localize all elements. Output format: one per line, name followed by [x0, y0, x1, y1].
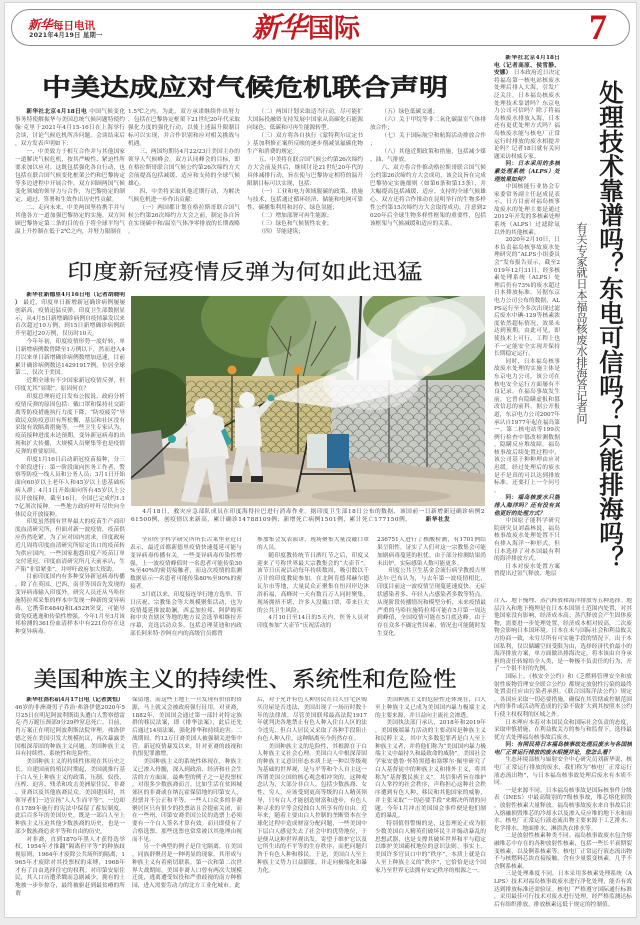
- article-column-3: [257, 697, 367, 916]
- paragraph: [15, 697, 125, 759]
- question-label: 问：: [505, 495, 518, 502]
- worker-hood: [239, 392, 255, 408]
- paragraph-text: 今年年初，印度疫情形势一度好转，单日新增病例数曾降至1万例以下，然而进入4月以来单日新增确诊病例数增加迅速，目前累计确诊病例数达14291917例，位居全球第二，仅次于美国。: [15, 339, 125, 377]
- paragraph: [247, 156, 363, 188]
- paragraph: [494, 518, 560, 564]
- issue-date: 2021年4月19日 星期一: [29, 32, 103, 39]
- paragraph: [15, 339, 125, 378]
- worker-glove: [168, 435, 176, 443]
- paragraph: [15, 519, 125, 574]
- paragraph-text: 对非裔，直到1870年黑人才获得选举权，1954年才推翻“隔离但平等”的种族歧视原则，1964年才废除公共场所的隔离，1965年才废除对其投票权的束缚，1968年才有了自由选择住宅的权利。对印第安原住民，其人口历遭杀戮而急剧减少，拥有的土地被一步步掠夺，最终被驱赶到最贫瘠的所谓: [15, 836, 125, 897]
- paragraph: [15, 457, 125, 520]
- stone-step: [131, 430, 165, 480]
- paragraph: [128, 108, 240, 148]
- paragraph-text: （五）绿色低碳交通；: [381, 109, 439, 115]
- paragraph: [15, 837, 125, 899]
- paragraph-text: 生态环境部核与辐射安全中心研究员刘新华说，核电厂正常运行排放的废水，我们称为“核电厂正常运行液态流出物”，与日本福岛核事故处理后废水有本质不同。: [494, 757, 632, 787]
- paragraph-text: （一）工业和电力领域脱碳的政策、措施与技术，包括通过循环经济、储能和电网可靠性、碳捕集利用和封存、绿色氢能；: [247, 189, 363, 211]
- paragraph-text: （六）关于甲烷等非二氧化碳温室气体排放合作；: [370, 117, 486, 131]
- paragraph-text: 二是放射性核素种类不同。福岛核事故废水包含熔融堆芯中存在的各种放射性核素，包括一些长半衰期裂变核素，以及锕系核素等。核电厂正常运行液态流出物不与核燃料芯块直接接触，含有少量裂变核素，几乎不含锕系核素。: [494, 833, 632, 870]
- article-column-2: [128, 108, 240, 245]
- paragraph-text: 最近，印度单日新增新冠确诊病例屡屡创新高，疫情迅猛反弹。印度卫生部数据显示，从4月5日新增确诊病例自疫情暴发以来首次超过10万例，到15日新增确诊病例跃升至超过20万例，仅历时10天。: [15, 299, 125, 338]
- paper-logo-brand: 新华: [28, 17, 53, 32]
- paragraph-text: （三）双方将各自执行《蒙特利尔议定书》基加利修正案所反映的逐步削减氢氟碳化物生产和消费的规定。: [247, 133, 363, 155]
- article-column-4: [377, 537, 486, 645]
- paragraph: [247, 228, 363, 236]
- article-column-2: [130, 537, 242, 645]
- paragraph-text: 三是处理难度不同。日本采用多核素处理系统（ALPS）技术对福岛核事故废水进行净化处理，能否有效达到排放标准还需验证。核电厂严格遵守国际通行标准，采用最佳可行技术对废水进行处理，经严格监测达标后有组织排放，排放核素远低于规定的控制值。: [494, 871, 632, 908]
- paragraph-text: 日本对废水处置方案曾提出过氢气释放、地层: [494, 563, 560, 578]
- paragraph: [247, 220, 363, 228]
- paragraph: [370, 132, 486, 148]
- paragraph-text: 美国种族主义的危险性还体现在，白人至上种族主义已成为美国国内暴力极端主义的主要来源，并日益向主流社会渗透。: [375, 697, 486, 719]
- spray-mist: [396, 307, 466, 355]
- vertical-headline: 处理技术靠谱吗？东电可信吗？只能排海吗？: [596, 80, 625, 570]
- paragraph: [494, 757, 632, 787]
- paragraph: [15, 292, 125, 339]
- paragraph-text: 中国气候变化事务特使解振华与美国总统气候问题特使约翰·克里于2021年4月15-16日在上海举行会谈，讨论气候危机所涉问题。会谈结束后，双方发表声明如下：: [15, 109, 125, 147]
- photo-credit: 新华社发: [425, 517, 451, 523]
- paragraph: [494, 184, 560, 237]
- paragraph: [128, 204, 240, 236]
- paper-logo-name: 每日电讯: [53, 20, 96, 32]
- paragraph-text: 同时，日本福岛核事故废水处理的实施主体是东京电力公司，该公司在核电安全运行方面屡有不良记录。在福岛事故发生前，它曾有隐瞒虚报和篡改信息的前科。据公开报道，东京电力公司2007年承认自1977年起在福岛第一、第二核电站等199次例行检查中篡改检测数据，隐瞒反应堆故障。福岛核事故后续处置过程中，该公司基于种种理由应对迟缓，经过处理后的废水是不是真的可以达到排放标准，还要打上一个问号。: [494, 358, 560, 494]
- paragraph-text: 中国原子能科学研究院研究员刘森林说，福岛核事故废水处理处置不只有排入海洋一种形式，但日本选择了对本国最有利的海洋排放方式。: [494, 518, 560, 563]
- paragraph-text: 3月底以来，印度接连举行地方选举、节日庆祝、宗教集会等大规模聚集活动，也为疫情蔓延推波助澜。西孟加拉邦、阿萨姆邦和中央直辖区等地的地方议会选举相继拉开序幕，竞选活动众多，包括总理莫迪和内政部长阿米特·沙阿在内的高级官员都曾: [130, 591, 242, 638]
- article-column-4: [370, 108, 486, 245]
- paragraph-text: 1.5℃之内。为此，双方承诺继续作出努力，包括在巴黎协定框架下21世纪20年代采取强化力度的强化行动，以使上述温升限制目标可以实现，并合作识别和应对相关挑战与机遇。: [128, 109, 240, 147]
- paragraph: [257, 615, 369, 631]
- worker-hood: [194, 398, 214, 418]
- paragraph-text: 一是来源不同。日本福岛核事故是国际核事件分级表（INES）中最高级别的7级核事故，堆芯熔化损毁，放射性核素大量释放。福岛核事故废水来自事故后注入熔融损毁堆芯的冷却水以及渗入反应堆的地下水和雨水。核电厂正常运行液态流出物主要来源于工艺排水、化学排水、地面排水、淋浴洗衣排水等。: [494, 787, 632, 832]
- paragraph: [132, 759, 242, 844]
- dateline: 新华社洛杉矶4月17日电（记者黄恒）: [26, 697, 124, 703]
- paragraph-text: （二）增加部署可再生能源；: [258, 213, 333, 219]
- waste-bin-left: [307, 434, 327, 468]
- paragraph: [132, 697, 242, 759]
- paragraph-text: 美国种族主义的危险性，其根源在于白人种族主义社会心理。美国白人中根深蒂固的种族主义意识形态本质上是一种以等级观为基础的世界观，是与平等和个人自主这一所谓美国立国的核心观念相冲突的。这种观念认为，大部分非白人，包括少数族裔、女性、穷人，应该受到更高等级的白人精英领导，只有白人才能创造财富和进步，有色人种寻求的平等会侵蚀白人所享有的自由。近年来，随着主要由白人控制的垄断资本在全球化过程中造成财富分配问题，一些美国中下层白人感觉失去了社会中的优势地位，于是便从这种世界观出发，寄望于维护它以及它所生出的不平等的生存秩序，而把问题归咎于有色人种和移民。于是，美国白人至上种族主义势力日益膨胀，并走向极端化和暴力化。: [257, 743, 367, 874]
- paragraph-text: 日本政府近日决定将福岛第一核电站核废水处理后排入大海，引发广泛关注。日本福岛核废水处理技术靠谱吗？东京电力公司可信吗？除了将福岛核废水排放入海，日本还有更优处理方式吗？福岛核废水能与核电厂正常运行时排放的废水相提并论吗？记者18日就有关问题采访权威专家。: [494, 70, 560, 160]
- photo-caption-text: 4月18日，救灾应急部队成员在印度海得拉巴进行消毒作业。据印度卫生部18日公布的数据，该国前一日新增新冠确诊病例261500例，创疫情以来新高，累计确诊14788109例；新增死亡病例1501例，累计死亡177150例。: [131, 509, 485, 523]
- paragraph: [247, 108, 363, 132]
- paragraph: [247, 132, 363, 156]
- paragraph-text: 保留地，而这些土地上一旦发现有价值的资源，马上就又会被政府强行征用。对亚裔，1882年，美国国会通过第一部针对特定族群的移民法案，即《排华法案》，此后还先后通过14项法案，强化排华和持续迫害。二战期间，约12万日裔美国人被强制关进集中营。新冠疫情暴发以来，针对亚裔的歧视和仇恨犯罪激增。: [132, 697, 242, 758]
- paragraph: [494, 788, 632, 834]
- paragraph-text: 236751人进行了核酸检测，有1701例结果呈阳性，证实了人们对这一宗教集会可能加剧病毒蔓延的担忧。由于部分检测结果尚未出炉，实际感染人数可能更多。: [377, 537, 486, 567]
- paragraph: [128, 188, 240, 204]
- article-column-2: [132, 697, 242, 916]
- question-label: 问：: [505, 742, 517, 749]
- paragraph-text: （八）其他近期政策和措施，包括减少煤、油、气排放。: [370, 149, 486, 163]
- paragraph: [257, 697, 367, 744]
- article-column-wide: [494, 598, 632, 916]
- paragraph-text: 近期全球有不少国家新冠疫情反弹，但印度尤其“显眼”，原因何在？: [15, 378, 125, 393]
- paragraph-text: 印度公共卫生基金会流行病学教授吉里达尔·巴布认为，与去年第一波疫情相比，印度目前这一波疫情呈现蔓延速度快、无症状感染者多、年轻人占感染者多数等特点。从现阶段传播情况和模型分析，未来疫情最严重的马哈拉施特拉邦可能在5月第一周达到峰值，全国疫情可能在5月底达峰。由于存在众多不确定性因素，情况也可能随时发生变化。: [377, 568, 486, 638]
- vertical-subheadline: 有关专家就日本福岛核废水排海答记者问: [575, 222, 588, 424]
- headline: 中美达成应对气候危机联合声明: [41, 73, 448, 102]
- paragraph: [494, 55, 560, 161]
- headline: 美国种族主义的持续性、系统性和危险性: [33, 665, 457, 693]
- paragraph-text: （二）两国计划采取适当行动，尽可能扩大国际投融资支持发展中国家从高碳化石能源向绿色、低碳和可再生能源转型。: [247, 109, 363, 131]
- paragraph: [494, 598, 632, 674]
- paragraph-text: 全印医学科学研究所所长古莱里亚近日表示，最近首都新德里疫情快速蔓延可能与变异病毒传播有关。一些变异病毒传染性增强，上一波疫情峰值时一名患者可能传染30%至40%的密切接触者，而这次疫情的监测数据显示一名患者可能传染80%至90%的密接者。: [130, 537, 242, 591]
- worker-body: [186, 413, 229, 463]
- photo-disinfection-scene: [131, 296, 485, 506]
- paper-logo: [28, 17, 95, 33]
- paragraph: [370, 116, 486, 132]
- paragraph: [15, 378, 125, 394]
- masthead: [11, 9, 630, 46]
- paragraph: [130, 592, 242, 639]
- paragraph: [494, 564, 560, 579]
- paragraph: [15, 759, 125, 837]
- paragraph-text: 印度总理府近日发布公报说，政府分析疫情反弹的原因包括：戴口罩和保持社交距离等防疫措施执行力度下降，“防疫疲劳”导致民众防疫意识有所松懈，基层和社区没有采取有效隔离措施等。一些卫生专家认为，疫苗接种进度未达预期，变异新冠病毒的出现和扩大传播，大规模人员聚集等也是疫情反弹的重要原因。: [15, 393, 125, 455]
- paragraph-text: （七）关于国际航空和航海活动排放合作；: [370, 133, 486, 147]
- paragraph: [132, 844, 242, 891]
- paragraph-text: 目前印度国内有多种变异新冠病毒传播。除了在英国、巴西、南非等国首先发现的变异病毒输入印度外，研究人员还从马哈拉施特拉邦采集的样本中发现一种新的变异病毒，它携带E484Q和L452R突变，可能导致免疫逃逸和传染性增强。今年1月至3月该邦检测的361份血清样本中有221份存在这种变异病毒。: [15, 574, 125, 636]
- paragraph-text: 注入、地下掩埋、蒸汽释放和海洋排放等五种选择。地层注入和地下掩埋是在日本本国领土范围内处置，对其他国家没有影响，经济成本高；蒸汽释放会产生固体废物，需要进一步处理处置，经济成本相对较高，二次废物会影响日本国环境。日本在未与国际社会和利益攸关方协商一致，未穷尽所有可实施手段的情况下，出于本国私利，仅以储罐空间受限为由，选择经济代价最小的海洋排放方案，单方面做出排海决定，将本该由自身承担的责任转嫁给全人类，是一种极不负责任的行为，开了一个很不好的先例。: [494, 598, 632, 673]
- page-number: 7: [589, 7, 607, 47]
- question-paragraph: [494, 742, 632, 757]
- paragraph-text: 四、中美将采取其他近期行动，为解决气候危机进一步作出贡献：: [128, 189, 240, 203]
- dateline: 新华社北京4月18日电: [26, 109, 87, 115]
- paragraph-text: 美国种族主义的持续性体现在其历史之长。自建国前的殖民时期起，美国就推行基于白人至上种族主义的政策，压制、奴役、压榨、迫害、残杀和攻击美洲原住民、非裔、亚裔以及其他族裔民众。美国建国时，其领导者们一边宣扬“人人生而平等”，一边却在1789年施行的宪法中保留了蓄奴制度。此后百多年的美国历史，既是一部白人至上种族主义压迫其他少数族裔的历史，也是一部少数族裔追求平等和自由的历史。: [15, 759, 125, 835]
- paragraph: [375, 821, 486, 875]
- paragraph-text: 另一个典型的例子是住宅隔离。在美国，同族群聚居是一种明显的现象，其形成与种族主义有着密切联系。第一次和第二次世界大战期间，美国非裔人口曾有两次大规模迁徙，逃离遭受奴役和严重歧视的南方种植园，进入需要劳动力的北方工业化城市。此: [132, 844, 242, 889]
- paragraph-text: 日本理应本着对本国民众和国际社会负责的态度，采取审慎措施，在利益攸关方的参与和监督下，选择最优方式处理福岛核事故后废水。: [494, 719, 632, 741]
- paragraph-text: 福岛核废水只能排入海洋吗？还有没有其他更好的处理方式？: [494, 495, 560, 517]
- ground-shadow: [311, 489, 451, 503]
- paragraph: [375, 697, 486, 720]
- paragraph-text: 一、中美致力于相互合作并与其他国家一道解决气候危机，按其严峻性、紧迫性所要求加以应对。这既包括强化各自行动，也包括在联合国气候变化框架公约和巴黎协定等多边进程中开展合作。双方回顾两国气候变化领域的领导力与合作，为巴黎协定的制定、通过、签署和生效作出历史性贡献。: [15, 149, 125, 203]
- paragraph: [247, 212, 363, 220]
- paragraph-text: 美国种族主义的系统性体现在，种族主义已渗入骨髓，深入到政治、经济和社会生活的方方面面。最典型的例子之一是投票权。对很多少数族裔而言，比如生活在贫困城郊区的非裔或在纳瓦霍保留地的印第安人，投票并不公正和平等。一些人口众多的非裔聚居区只有很少的投票站且会提前关闭，而在一些州，印第安裔美国公民的选票上必须要有一个白人签名才算有效。而且即使有了合格选票，那些选票也常常被以其他理由视而不见。: [132, 759, 242, 843]
- paragraph: [15, 148, 125, 204]
- news-photo: [131, 296, 485, 506]
- paragraph-text: （一）两国都计划在格拉斯哥联合国气候公约第26次缔约方大会之前，制定各自旨在实现碳中和/温室气体净零排放的长期战略。: [128, 205, 240, 235]
- paragraph-text: 六、双方将合作推动格拉斯哥联合国气候公约第26次缔约方大会成功，该会议旨在完成巴黎协定实施细则（如第6条和第13条），并大幅提高包括减缓、适应、支持的全球气候雄心。双方还将合作推动在昆明举行的生物多样性公约第15次缔约方大会取得成功，注意到2020年后全球生物多样性框架的重要性，包括该框架与气候减缓和适应的关系。: [370, 165, 486, 227]
- section-title-name: 国际: [308, 14, 361, 44]
- lamp-globe: [294, 366, 303, 375]
- paragraph: [128, 148, 240, 188]
- paragraph: [494, 237, 560, 359]
- headline: 印度新冠疫情反弹为何如此迅猛: [67, 259, 423, 284]
- lamp-globe: [228, 366, 237, 375]
- paragraph: [15, 394, 125, 457]
- paragraph-text: 印度虽然拥有世界最大的疫苗生产商印度血清研究所，但面对新一波疫情，疫苗供应仍然吃紧。为了应对国内需求，印度政府近几周将印度血清研究所原定出口的疫苗转为供应国内。一些国家抱怨印度产疫苗订单交付延迟。印度血清研究所几天前承认，生产陷“非常紧张”，并呼吁政府加大资助。: [15, 519, 125, 573]
- worker-boot: [251, 476, 263, 482]
- article-column-1: [15, 292, 125, 645]
- section-title: [252, 11, 360, 48]
- paragraph: [494, 359, 560, 496]
- question-label: 问：: [505, 161, 518, 168]
- paragraph: [494, 674, 632, 720]
- waste-bin-right: [327, 434, 349, 468]
- paragraph: [494, 871, 632, 909]
- worker-glove: [268, 395, 275, 402]
- dateline: 新华社新德里4月16日电（记者胡晓明）: [15, 292, 125, 306]
- paragraph: [377, 537, 486, 568]
- paragraph: [130, 537, 242, 592]
- section-title-brand: 新华: [252, 11, 307, 44]
- article-column-narrow: [494, 55, 560, 598]
- paragraph-text: 五、中美将在联合国气候公约第26次缔约方大会前及其后，继续讨论21世纪20年代的具体减排行动，旨在使与巴黎协定相符的温升限制目标可以实现，包括：: [247, 157, 363, 187]
- paragraph-text: 三、两国均期待4月22/23日美国主办的领导人气候峰会。双方认同峰会的目标，即在格拉斯哥联合国气候公约第26次缔约方大会前提高包括减缓、适应和支持的全球气候雄心。: [128, 149, 240, 187]
- paragraph: [15, 204, 125, 236]
- paragraph-text: （四）节能建筑；: [258, 229, 304, 235]
- paragraph-text: 4月10日至14日的5天内，医务人员对印度参加“大壶节”庆祝活动的: [257, 615, 369, 630]
- paragraph-text: 有网民将日本福岛核事故处理后废水与各国核电厂正常运行排放的废水相提并论，您怎么看？: [494, 742, 632, 756]
- paragraph-text: 日本采用的多核素处理系统（ALPS）处理效果如何？: [494, 161, 560, 183]
- spray-mist: [323, 358, 419, 410]
- paragraph: [257, 744, 367, 876]
- paragraph-text: 随印度教传统节日洒红节之后，印度又迎来了号称世界最大宗教集会的“大壶节”。该节日庆祝活动每年持续数周，吸引数以千万计的印度教徒参加。在北阿肯德邦赫尔德瓦尔市等地，大量民众正聚集在恒河岸边沐浴祈福，高峰时一天有数百万人同时聚集，现场拥挤不堪，许多人没戴口罩，带来巨大的公共卫生风险。: [257, 552, 369, 614]
- paragraph: [15, 574, 125, 637]
- paragraph-text: 参加集会发表演讲，现场聚集大量没戴口罩的人员。: [257, 537, 369, 551]
- paragraph-text: 美国执法部门承认，2018年和2019年，美国极端暴力活动的主要动因是种族主义和民粹主义，其中大多数犯罪者是白人至上种族主义者，并将他们称为“美国国内暴力极端主义中最持久和最致命的威胁”。美国社会学家安德鲁·怀特黑德和塞缪尔·佩里研究了白人基督徒中的种族主义和排外主义，将其称为“基督教民族主义”。其信仰者旨在维护白人掌控的社会秩序，声称担心这种社会秩序遭到有色人种、移民和其他国家的威胁，并主张采取“一切必要手段”来解决所谓的问题。今年1月冲击美国国会事件便是他们制造的暴乱。: [375, 720, 486, 820]
- paragraph-text: 特别值得警惕的是，这套理论正成为很少数美国白人精英们破坏民主并煽动暴乱的思想武器，也是支撑其破坏世界和平与稳定以维护美国霸权地位的意识法则。事实上，美国许多官员口中的“秩序”，本质上就是白人至上种族主义的“秩序”，它恰恰是这个国家乃至世界无法拥有安定秩序的根源之一。: [375, 821, 486, 874]
- paragraph-text: 印度1月16日启动新冠疫苗接种，分三个阶段进行：第一阶段面向医务工作者、警察等防疫一线人员和公务人员；3月1日开始面向60岁以上老年人和45岁以上患基础疾病人群；4月1日开始面向所有45岁以上公民开放接种。截至16日，全国已完成约1.17亿剂次接种。一些地方政府呼吁尽快向全体民众开放接种。: [15, 456, 125, 518]
- question-paragraph: [494, 161, 560, 184]
- article-column-3: [257, 537, 369, 645]
- paragraph: [257, 553, 369, 616]
- paragraph: [370, 148, 486, 164]
- article-column-1: [15, 697, 125, 916]
- question-paragraph: [494, 495, 560, 518]
- paragraph-text: 2020年2月10日，日本负责福岛核事故废水处理研究的“ALPS小组委员会”发布报告显示，截至2019年12月31日，经多核素处理系统（ALPS）处理后仍有73%的废水超过日本排放标准。另据东京电力公司公布的数据，ALPS运行至今多次出现过滤后废水中碘-129等核素浓度依然超标情况，效果未达到预期。由此可见，即使技术上可行，工程上也不一定能安全实现并保持长期稳定运行。: [494, 237, 560, 358]
- paragraph: [494, 833, 632, 871]
- paragraph-text: （三）绿色和气候韧性农业；: [258, 221, 333, 227]
- article-column-1: [15, 108, 125, 245]
- paragraph: [494, 720, 632, 743]
- photo-caption: [131, 508, 485, 524]
- paragraph: [15, 108, 125, 148]
- paragraph: [247, 188, 363, 212]
- paragraph: [370, 108, 486, 116]
- paragraph: [370, 164, 486, 228]
- worker-boot: [230, 476, 242, 482]
- paragraph-text: 46岁的非洲裔男子乔治·弗洛伊德2020年5月25日在明尼阿波利斯街头遭白人警察德雷克·肖万跪压颈部9分29秒窒息死亡。目前，肖万案正在明尼阿波利斯法院审理。弗洛伊德之死在美国引发大规模抗议，再次暴露美国根深蒂固的种族主义问题。美国种族主义具有持续性、系统性和危险性。: [15, 704, 125, 758]
- paragraph-text: 二、走向未来，中美两国坚持携手并与其他各方一道加强巴黎协定的实施。双方回顾巴黎协定第二条的目的在于将全球平均气温上升控制在低于2℃之内，并努力限制在: [15, 205, 125, 235]
- paragraph: [377, 568, 486, 639]
- paragraph-text: 后，对于允许有色人种居民在白人住宅区购买房屋是否违法，美国出现了一场历时数十年的法律战。尽管美国联邦最高法院1917年就判决各地禁止有色人种入住白人区的法令违宪，但白人居民又采取了各种手段阻止有色人种入住，这种隔离至今仍然存在。: [257, 697, 367, 742]
- paragraph-text: 中国核能行业协会专家委常务副主任赵成昆表示，日方目前对福岛核事故废水的处理主要是通过2012年开发的多核素处理系统（ALPS）过滤除氚以外的其他核素。: [494, 184, 560, 236]
- paragraph-text: 国际上，《核安全公约》和《乏燃料管理安全和放射性废物管理安全联合公约》都规定放射性污染的最终处置责任应由污染者承担。《联合国海洋法公约》规定，各国应采取一切必要措施，确保在其管辖或控制范围内的事件或活动所造成的污染不致扩大到其按照本公约行使主权权利的区域之外。: [494, 673, 632, 718]
- paragraph: [375, 720, 486, 821]
- paragraph: [257, 537, 369, 553]
- dateline: 新华社北京4月18日电（记者高原、侯雪静、安娜）: [494, 55, 560, 77]
- article-column-3: [247, 108, 363, 245]
- article-column-4: [375, 697, 486, 916]
